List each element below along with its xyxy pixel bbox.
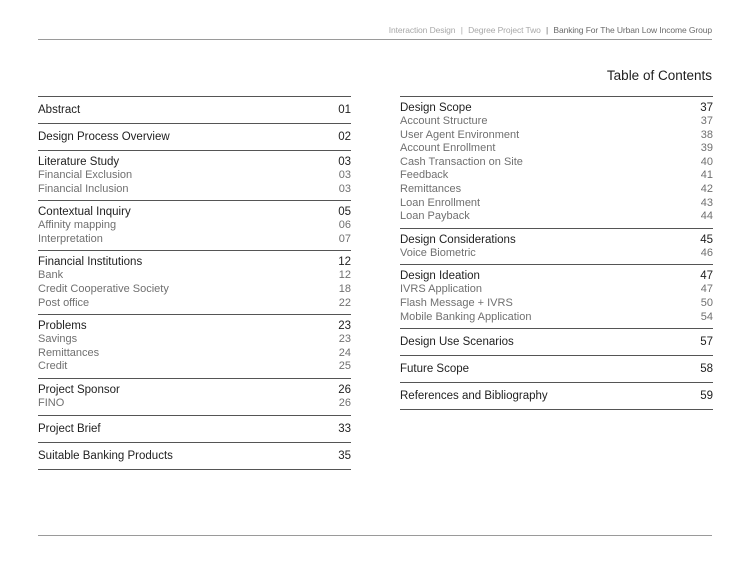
toc-heading-label: Future Scope <box>400 363 470 376</box>
toc-page-number: 50 <box>700 296 713 309</box>
footer-rule <box>38 535 712 536</box>
toc-page-number: 35 <box>338 449 351 462</box>
toc-section <box>38 378 351 415</box>
toc-entry[interactable] <box>38 269 351 283</box>
toc-heading-label: Project Brief <box>38 422 101 435</box>
toc-page-number: 37 <box>700 102 713 114</box>
header-course: Interaction Design <box>388 25 456 35</box>
toc-entry-label: Flash Message + IVRS <box>400 296 513 309</box>
toc-entry-label: Bank <box>38 269 64 282</box>
page-title: Table of Contents <box>606 68 712 83</box>
toc-entry-heading[interactable] <box>38 447 351 465</box>
toc-entry[interactable] <box>38 183 351 197</box>
toc-entry[interactable] <box>400 197 713 211</box>
toc-entry-heading[interactable] <box>38 420 351 438</box>
toc-section <box>400 328 713 355</box>
toc-entry-heading[interactable] <box>38 155 351 169</box>
header-project: Degree Project Two <box>468 25 541 35</box>
toc-page-number: 40 <box>700 155 713 168</box>
toc-section <box>38 442 351 470</box>
toc-entry-label: Post office <box>38 296 90 309</box>
toc-entry-label: User Agent Environment <box>400 128 520 141</box>
toc-entry-label: Credit <box>38 360 68 373</box>
toc-page-number: 41 <box>700 169 713 182</box>
running-header <box>389 25 712 35</box>
toc-page-number: 26 <box>338 396 351 409</box>
toc-right-column <box>400 96 713 410</box>
toc-entry-label: Cash Transaction on Site <box>400 155 523 168</box>
toc-page-number: 12 <box>338 269 351 282</box>
toc-entry[interactable] <box>400 297 713 311</box>
toc-page-number: 38 <box>700 128 713 141</box>
toc-entry[interactable] <box>400 156 713 170</box>
toc-heading-label: Suitable Banking Products <box>38 449 173 462</box>
toc-entry-heading[interactable] <box>38 319 351 333</box>
toc-section <box>38 314 351 378</box>
toc-page-number: 43 <box>700 196 713 209</box>
toc-heading-label: Project Sponsor <box>38 383 120 396</box>
toc-entry[interactable] <box>400 283 713 297</box>
toc-heading-label: Problems <box>38 320 87 333</box>
toc-entry[interactable] <box>38 169 351 183</box>
toc-entry-label: Credit Cooperative Society <box>38 282 169 295</box>
toc-page-number: 47 <box>700 283 713 296</box>
toc-entry-heading[interactable] <box>38 128 351 146</box>
header-separator: | <box>460 25 463 35</box>
toc-section <box>38 150 351 200</box>
toc-page-number: 45 <box>700 233 713 246</box>
toc-page-number: 44 <box>700 210 713 223</box>
toc-entry-label: Loan Enrollment <box>400 196 481 209</box>
toc-entry-heading[interactable] <box>400 387 713 405</box>
toc-entry-heading[interactable] <box>38 255 351 269</box>
toc-heading-label: Financial Institutions <box>38 256 143 269</box>
toc-entry-label: Voice Biometric <box>400 246 476 259</box>
toc-entry[interactable] <box>38 360 351 374</box>
toc-entry-heading[interactable] <box>38 205 351 219</box>
toc-section <box>400 355 713 382</box>
toc-section <box>38 415 351 442</box>
toc-entry[interactable] <box>38 233 351 247</box>
header-separator: | <box>546 25 549 35</box>
toc-section <box>38 96 351 123</box>
toc-entry[interactable] <box>400 311 713 325</box>
toc-heading-label: References and Bibliography <box>400 390 548 403</box>
header-document-title: Banking For The Urban Low Income Group <box>553 25 712 35</box>
toc-entry-label: Affinity mapping <box>38 219 117 232</box>
toc-entry[interactable] <box>38 347 351 361</box>
toc-heading-label: Design Considerations <box>400 233 516 246</box>
toc-heading-label: Literature Study <box>38 156 120 168</box>
toc-entry-label: Remittances <box>38 346 100 359</box>
toc-page-number: 05 <box>338 206 351 219</box>
toc-heading-label: Abstract <box>38 104 81 116</box>
toc-page-number: 03 <box>338 182 351 195</box>
toc-entry[interactable] <box>38 219 351 233</box>
toc-entry-heading[interactable] <box>400 269 713 283</box>
toc-page-number: 03 <box>338 169 351 181</box>
toc-entry[interactable] <box>400 247 713 261</box>
toc-page-number: 01 <box>338 104 351 116</box>
toc-entry-label: Financial Inclusion <box>38 182 129 195</box>
toc-left-column <box>38 96 351 470</box>
toc-page-number: 02 <box>338 131 351 143</box>
toc-entry[interactable] <box>400 183 713 197</box>
toc-entry-label: Remittances <box>400 182 462 195</box>
toc-page-number: 23 <box>338 320 351 333</box>
toc-section <box>38 250 351 314</box>
toc-page-number: 42 <box>700 182 713 195</box>
toc-page-number: 54 <box>700 310 713 323</box>
toc-heading-label: Design Process Overview <box>38 131 170 143</box>
toc-page-number: 23 <box>338 333 351 346</box>
toc-page-number: 33 <box>338 422 351 435</box>
toc-entry-label: Interpretation <box>38 232 103 245</box>
toc-entry[interactable] <box>400 142 713 156</box>
toc-page-number: 24 <box>338 346 351 359</box>
toc-page-number: 46 <box>700 246 713 259</box>
toc-entry[interactable] <box>38 297 351 311</box>
toc-entry-label: Account Structure <box>400 115 488 127</box>
toc-entry-heading[interactable] <box>400 333 713 351</box>
toc-entry-label: Financial Exclusion <box>38 169 133 181</box>
toc-entry[interactable] <box>38 397 351 411</box>
toc-entry[interactable] <box>38 283 351 297</box>
toc-entry[interactable] <box>38 333 351 347</box>
toc-entry-heading[interactable] <box>400 233 713 247</box>
toc-entry[interactable] <box>400 115 713 129</box>
toc-section <box>400 228 713 265</box>
toc-page-number: 26 <box>338 383 351 396</box>
toc-section <box>400 382 713 410</box>
toc-entry-label: Loan Payback <box>400 210 470 223</box>
toc-page-number: 12 <box>338 256 351 269</box>
toc-entry-heading[interactable] <box>38 101 351 119</box>
toc-page-number: 37 <box>700 115 713 127</box>
toc-entry-label: Mobile Banking Application <box>400 310 532 323</box>
toc-page-number: 22 <box>338 296 351 309</box>
toc-entry[interactable] <box>400 129 713 143</box>
toc-page-number: 25 <box>338 360 351 373</box>
toc-page-number: 58 <box>700 363 713 376</box>
toc-heading-label: Design Use Scenarios <box>400 336 514 349</box>
toc-page-number: 03 <box>338 156 351 168</box>
toc-entry-label: IVRS Application <box>400 283 482 296</box>
toc-heading-label: Design Scope <box>400 102 472 114</box>
toc-page-number: 07 <box>338 232 351 245</box>
toc-entry-heading[interactable] <box>400 101 713 115</box>
toc-page-number: 57 <box>700 336 713 349</box>
toc-entry-label: Account Enrollment <box>400 142 496 155</box>
toc-entry[interactable] <box>400 210 713 224</box>
toc-entry-heading[interactable] <box>400 360 713 378</box>
toc-page-number: 47 <box>700 270 713 283</box>
toc-heading-label: Design Ideation <box>400 270 480 283</box>
toc-entry-label: Feedback <box>400 169 449 182</box>
toc-section <box>400 96 713 228</box>
toc-entry[interactable] <box>400 169 713 183</box>
toc-page-number: 18 <box>338 282 351 295</box>
toc-entry-heading[interactable] <box>38 383 351 397</box>
toc-page-number: 39 <box>700 142 713 155</box>
toc-entry-label: FINO <box>38 396 65 409</box>
toc-page-number: 59 <box>700 390 713 403</box>
toc-section <box>400 264 713 328</box>
header-rule <box>38 39 712 40</box>
toc-section <box>38 123 351 150</box>
toc-entry-label: Savings <box>38 333 78 346</box>
toc-page-number: 06 <box>338 219 351 232</box>
toc-heading-label: Contextual Inquiry <box>38 206 131 219</box>
toc-section <box>38 200 351 250</box>
